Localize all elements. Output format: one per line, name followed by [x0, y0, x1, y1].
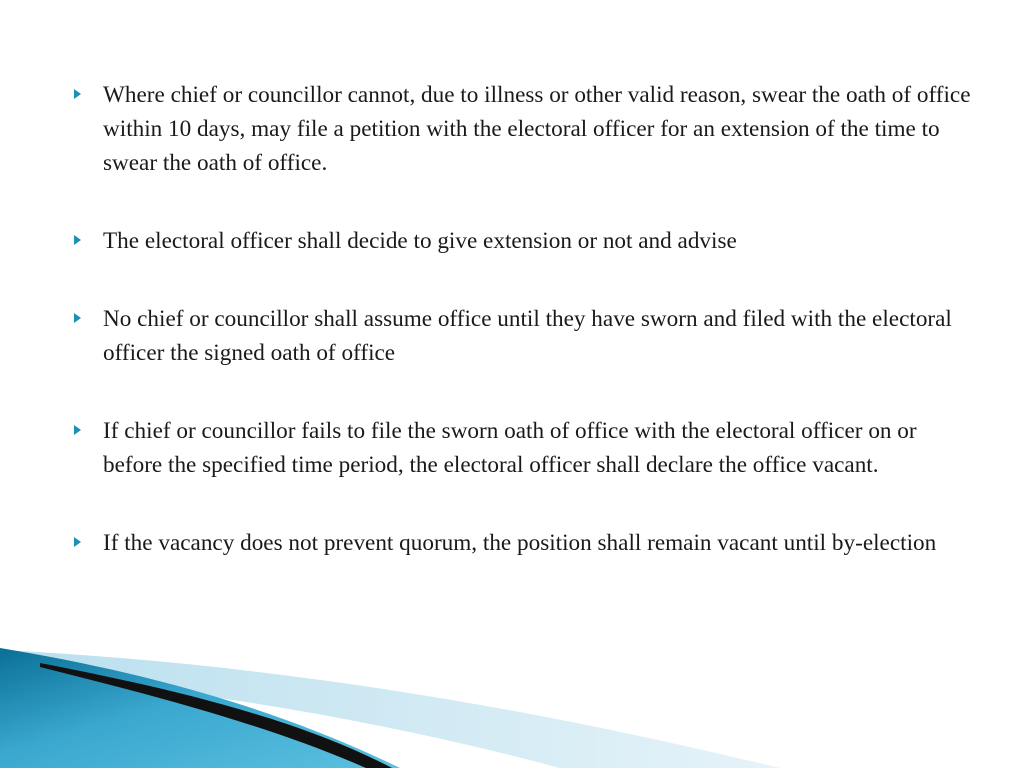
triangle-right-icon: [74, 89, 81, 99]
bullet-item: [74, 78, 974, 180]
triangle-right-icon: [74, 537, 81, 547]
bullet-text: The electoral officer shall decide to give extension or not and advise: [103, 228, 737, 254]
bullet-item: [74, 414, 974, 482]
triangle-right-icon: [74, 425, 81, 435]
bullet-list: [74, 78, 974, 604]
bullet-text: No chief or councillor shall assume office until they have sworn and filed with the electoral officer the signed oath of office: [103, 306, 952, 366]
bullet-text: If the vacancy does not prevent quorum, the position shall remain vacant until by-election: [103, 530, 937, 556]
wave-blue-wedge: [0, 648, 400, 768]
bullet-text: Where chief or councillor cannot, due to illness or other valid reason, swear the oath of office within 10 days, may file a petition with the electoral officer for an extension of the time to swear the oath of office.: [103, 82, 971, 176]
bullet-text: If chief or councillor fails to file the sworn oath of office with the electoral officer on or before the specified time period, the electoral officer shall declare the office vacant.: [103, 418, 917, 478]
triangle-right-icon: [74, 235, 81, 245]
wave-pale-band: [0, 650, 780, 768]
triangle-right-icon: [74, 313, 81, 323]
wave-dark-stripe: [40, 663, 392, 768]
bullet-item: [74, 526, 974, 560]
bullet-item: [74, 302, 974, 370]
bullet-item: [74, 224, 974, 258]
